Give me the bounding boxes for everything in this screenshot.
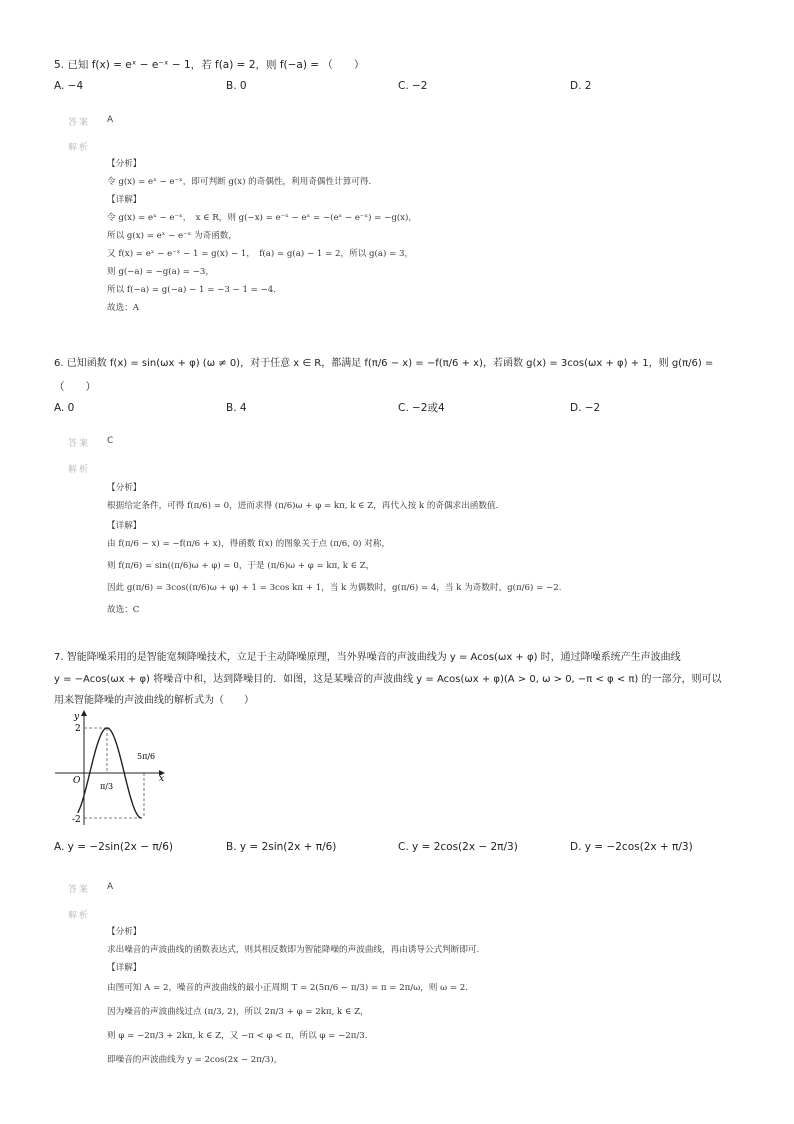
solution-line: 根据给定条件，可得 f(π/6) = 0，进而求得 (π/6)ω + φ = kπ, k ∈ Z，再代入按 k 的奇偶求出函数值. [107, 501, 499, 511]
q7-stem-line3: 用来智能降噪的声波曲线的解析式为（ ） [54, 695, 254, 706]
solution-line: 即噪音的声波曲线为 y = 2cos(2x − 2π/3)， [107, 1055, 283, 1065]
q5-answer-label: 答案 [68, 118, 91, 128]
solution-line: 因为噪音的声波曲线过点 (π/3, 2)，所以 2π/3 + φ = 2kπ, k ∈ Z， [107, 1007, 369, 1017]
q5-analysis-label: 解析 [68, 143, 91, 153]
q7-solution [107, 924, 767, 1074]
solution-line: 【详解】 [107, 963, 142, 973]
q6-option-c: C. −2或4 [398, 402, 445, 414]
q5-option-d: D. 2 [570, 80, 592, 92]
q7-option-b: B. y = 2sin(2x + π/6) [226, 841, 337, 853]
q5-option-c: C. −2 [398, 80, 428, 92]
q7-option-a: A. y = −2sin(2x − π/6) [54, 841, 173, 853]
solution-line: 【详解】 [107, 521, 142, 531]
origin-label: O [73, 776, 81, 786]
solution-line: 所以 g(x) = eˣ − e⁻ˣ 为奇函数， [107, 231, 237, 241]
q7-option-d: D. y = −2cos(2x + π/3) [570, 841, 693, 853]
q6-option-d: D. −2 [570, 402, 601, 414]
q6-stem-line1: 6. 已知函数 f(x) = sin(ωx + φ) (ω ≠ 0)，对于任意 x ∈ R，都满足 f(π/6 − x) = −f(π/6 + x)，若函数 g(x) = 3cos(ωx + φ) + 1，则 g(π/6) = [54, 358, 714, 369]
solution-line: 故选：A [107, 303, 139, 313]
solution-line: 【分析】 [107, 927, 142, 937]
solution-line: 求出噪音的声波曲线的函数表达式，则其相反数即为智能降噪的声波曲线，再由诱导公式判断即可. [107, 945, 480, 955]
x-axis-label: x [159, 774, 165, 784]
q6-analysis-label: 解析 [68, 465, 91, 475]
solution-line: 令 g(x) = eˣ − e⁻ˣ， x ∈ R，则 g(−x) = e⁻ˣ − eˣ = −(eˣ − e⁻ˣ) = −g(x)， [107, 213, 417, 223]
q6-option-a: A. 0 [54, 402, 75, 414]
q7-answer-label: 答案 [68, 885, 91, 895]
q7-wave-graph [54, 707, 174, 829]
q7-stem-line2: y = −Acos(ωx + φ) 将噪音中和，达到降噪目的．如图，这是某噪音的声波曲线 y = Acos(ωx + φ)(A > 0, ω > 0, −π < φ < π) 的一部分，则可以 [54, 674, 722, 685]
q6-answer-label: 答案 [68, 439, 91, 449]
x-tick-pi-3: π/3 [100, 782, 114, 791]
solution-line: 令 g(x) = eˣ − e⁻ˣ，即可判断 g(x) 的奇偶性，利用奇偶性计算可得. [107, 177, 372, 187]
q5-answer: A [107, 115, 114, 125]
solution-line: 故选：C [107, 605, 140, 615]
solution-line: 又 f(x) = eˣ − e⁻ˣ − 1 = g(x) − 1， f(a) = g(a) − 1 = 2，所以 g(a) = 3， [107, 249, 414, 259]
solution-line: 【详解】 [107, 195, 142, 205]
q7-option-c: C. y = 2cos(2x − 2π/3) [398, 841, 518, 853]
q6-answer: C [107, 436, 114, 446]
q5-stem: 5. 已知 f(x) = eˣ − e⁻ˣ − 1，若 f(a) = 2，则 f(−a) = （ ） [54, 59, 365, 71]
y-max-label: 2 [75, 724, 81, 734]
q7-stem-line1: 7. 智能降噪采用的是智能宽频降噪技术，立足于主动降噪原理，当外界噪音的声波曲线为 y = Acos(ωx + φ) 时，通过降噪系统产生声波曲线 [54, 652, 681, 663]
q6-solution [107, 480, 767, 620]
solution-line: 则 f(π/6) = sin((π/6)ω + φ) = 0，于是 (π/6)ω + φ = kπ, k ∈ Z， [107, 561, 375, 571]
solution-line: 所以 f(−a) = g(−a) − 1 = −3 − 1 = −4. [107, 285, 276, 295]
q5-solution [107, 156, 747, 318]
y-axis-label: y [74, 712, 80, 722]
q6-stem-line2: （ ） [54, 381, 96, 393]
solution-line: 则 g(−a) = −g(a) = −3， [107, 267, 214, 277]
y-min-label: -2 [72, 815, 81, 825]
q7-answer: A [107, 882, 114, 892]
q5-option-b: B. 0 [226, 80, 247, 92]
q5-option-a: A. −4 [54, 80, 84, 92]
solution-line: 由图可知 A = 2，噪音的声波曲线的最小正周期 T = 2(5π/6 − π/3) = π = 2π/ω，则 ω = 2. [107, 983, 468, 993]
solution-line: 因此 g(π/6) = 3cos((π/6)ω + φ) + 1 = 3cos kπ + 1，当 k 为偶数时，g(π/6) = 4，当 k 为奇数时，g(π/6) = −2. [107, 583, 562, 593]
q7-analysis-label: 解析 [68, 911, 91, 921]
solution-line: 【分析】 [107, 159, 142, 169]
solution-line: 【分析】 [107, 483, 142, 493]
solution-line: 则 φ = −2π/3 + 2kπ, k ∈ Z，又 −π < φ < π，所以 φ = −2π/3. [107, 1031, 368, 1041]
x-tick-5pi-6: 5π/6 [137, 752, 156, 761]
solution-line: 由 f(π/6 − x) = −f(π/6 + x)，得函数 f(x) 的图象关于点 (π/6, 0) 对称， [107, 539, 391, 549]
q6-option-b: B. 4 [226, 402, 247, 414]
